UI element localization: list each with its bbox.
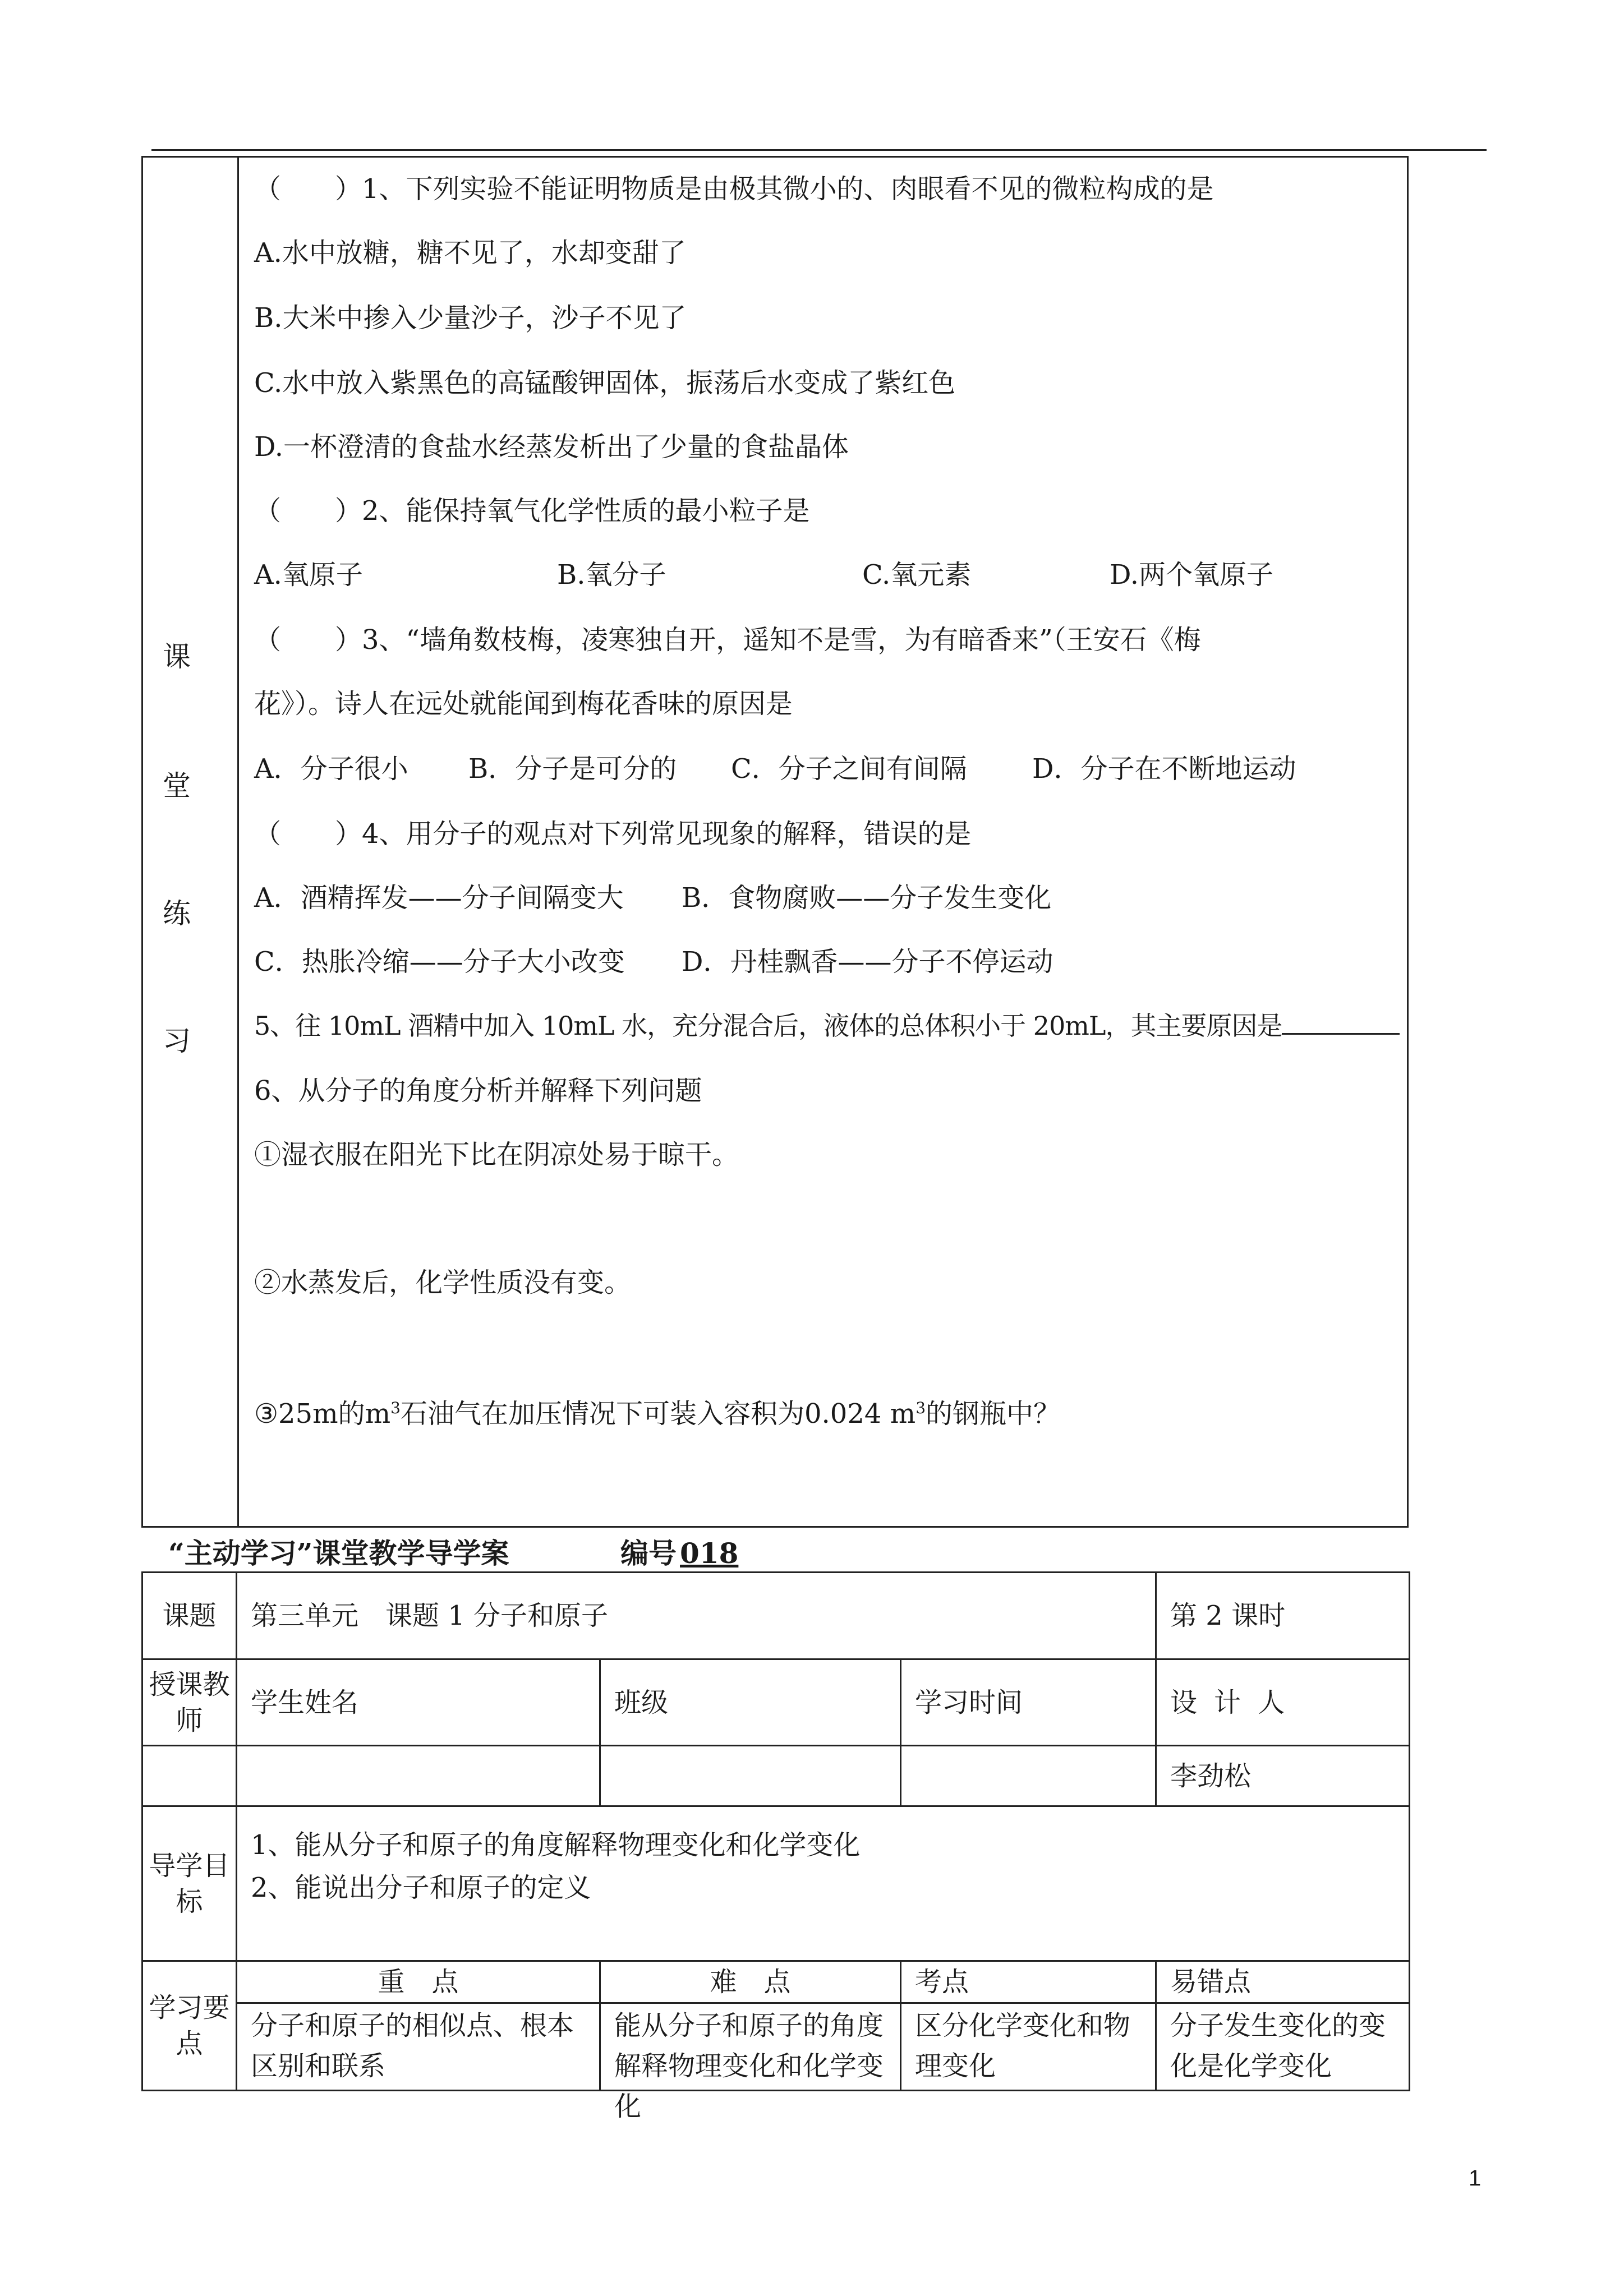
kp-header-error-prone: 易错点 [1156, 1961, 1410, 2003]
designer-value: 李劲松 [1156, 1746, 1410, 1806]
classroom-practice-box [141, 156, 1409, 1528]
table-row [142, 2003, 1410, 2091]
question-1-option-a: A.水中放糖，糖不见了，水却变甜了 [254, 237, 686, 269]
question-3-line-2: 花》）。诗人在远处就能闻到梅花香味的原因是 [254, 688, 793, 720]
teacher-value [142, 1746, 237, 1806]
question-5 [254, 1009, 1400, 1043]
question-4-option-b: B．食物腐败——分子发生变化 [682, 882, 1052, 914]
superscript: 3 [915, 1399, 926, 1417]
item-3-text-b: 石油气在加压情况下可装入容积为0.024 m [400, 1398, 916, 1430]
top-rule [151, 149, 1487, 151]
topic-label: 课题 [142, 1573, 237, 1659]
number-value: 018 [680, 1537, 739, 1570]
period-value: 第 2 课时 [1156, 1573, 1410, 1659]
student-name-label: 学生姓名 [237, 1659, 600, 1746]
topic-value: 第三单元 课题 1 分子和原子 [237, 1573, 1156, 1659]
question-3-option-b: B．分子是可分的 [468, 753, 677, 785]
question-6-item-2: ②水蒸发后，化学性质没有变。 [254, 1267, 632, 1298]
cell-text: 分子发生变化的变化是化学变化 [1170, 2009, 1386, 2082]
lesson-info-table [141, 1571, 1410, 2122]
question-2-option-c: C.氧元素 [862, 559, 972, 591]
question-4-option-c: C．热胀冷缩——分子大小改变 [254, 946, 625, 978]
student-name-value [237, 1746, 600, 1806]
number-label: 编号 [620, 1537, 677, 1570]
kp-header-difficult: 难 点 [600, 1961, 901, 2003]
kp-key-value [237, 2003, 600, 2091]
kp-exam-value [901, 2003, 1156, 2091]
question-2: （ ）2、能保持氧气化学性质的最小粒子是 [254, 495, 810, 527]
table-row [142, 1573, 1410, 1659]
question-1-option-d: D.一杯澄清的食盐水经蒸发析出了少量的食盐晶体 [254, 431, 849, 463]
question-6: 6、从分子的角度分析并解释下列问题 [254, 1075, 702, 1106]
teacher-label: 授课教师 [142, 1659, 237, 1746]
cell-text: 能从分子和原子的角度解释物理变化和化学变化 [614, 2009, 884, 2122]
document-number [620, 1531, 752, 1571]
cell-text: 分子和原子的相似点、根本区别和联系 [251, 2009, 574, 2082]
goal-item: 2、能说出分子和原子的定义 [251, 1872, 591, 1903]
question-2-option-d: D.两个氧原子 [1110, 559, 1274, 591]
side-label-char: 课 [163, 640, 191, 673]
question-5-text: 5、往 10mL 酒精中加入 10mL 水，充分混合后，液体的总体积小于 20mL，其主要原因是 [254, 1011, 1282, 1041]
superscript: 3 [390, 1399, 401, 1417]
study-time-label: 学习时间 [901, 1659, 1156, 1746]
table-row [142, 1961, 1410, 2003]
question-2-option-b: B.氧分子 [557, 559, 666, 591]
goal-item: 1、能从分子和原子的角度解释物理变化和化学变化 [251, 1829, 861, 1861]
question-4-option-a: A．酒精挥发——分子间隔变大 [254, 882, 624, 914]
question-6-item-3 [254, 1391, 1060, 1431]
item-3-text-c: 的钢瓶中？ [926, 1398, 1061, 1430]
question-3-option-a: A．分子很小 [254, 753, 408, 785]
keypoints-label: 学习要点 [142, 1961, 237, 2091]
side-label-char: 堂 [163, 769, 191, 802]
question-3-option-d: D．分子在不断地运动 [1032, 753, 1296, 785]
column-divider [237, 158, 239, 1526]
goals-cell [237, 1806, 1410, 1961]
question-4-option-d: D．丹桂飘香——分子不停运动 [682, 946, 1053, 978]
question-1-option-c: C.水中放入紫黑色的高锰酸钾固体，振荡后水变成了紫红色 [254, 367, 956, 399]
side-label-char: 习 [163, 1025, 191, 1057]
question-4: （ ）4、用分子的观点对下列常见现象的解释，错误的是 [254, 818, 972, 850]
document-title: “主动学习”课堂教学导学案 [168, 1537, 509, 1570]
goals-label: 导学目标 [142, 1806, 237, 1961]
page-number: 1 [1469, 2166, 1482, 2191]
class-label: 班级 [600, 1659, 901, 1746]
table-row [142, 1659, 1410, 1746]
cell-text: 区分化学变化和物理变化 [915, 2009, 1131, 2082]
kp-difficult-value [600, 2003, 901, 2122]
question-3-option-c: C．分子之间有间隔 [731, 753, 967, 785]
table-row [142, 1746, 1410, 1806]
question-6-item-1: ①湿衣服在阳光下比在阴凉处易于晾干。 [254, 1139, 739, 1170]
class-value [600, 1746, 901, 1806]
kp-header-key: 重 点 [237, 1961, 600, 2003]
question-1-option-b: B.大米中掺入少量沙子，沙子不见了 [254, 302, 687, 334]
study-time-value [901, 1746, 1156, 1806]
designer-label: 设计人 [1156, 1659, 1410, 1746]
question-1: （ ）1、下列实验不能证明物质是由极其微小的、肉眼看不见的微粒构成的是 [254, 173, 1214, 205]
answer-blank [1282, 1011, 1400, 1035]
kp-header-exam: 考点 [901, 1961, 1156, 2003]
side-label-char: 练 [163, 897, 191, 930]
item-3-text-a: ③25m的m [254, 1398, 391, 1430]
table-row [142, 1806, 1410, 1961]
question-3-line-1: （ ）3、“墙角数枝梅，凌寒独自开，遥知不是雪，为有暗香来”（王安石《梅 [254, 624, 1201, 656]
question-2-option-a: A.氧原子 [254, 559, 363, 591]
kp-error-value [1156, 2003, 1410, 2091]
